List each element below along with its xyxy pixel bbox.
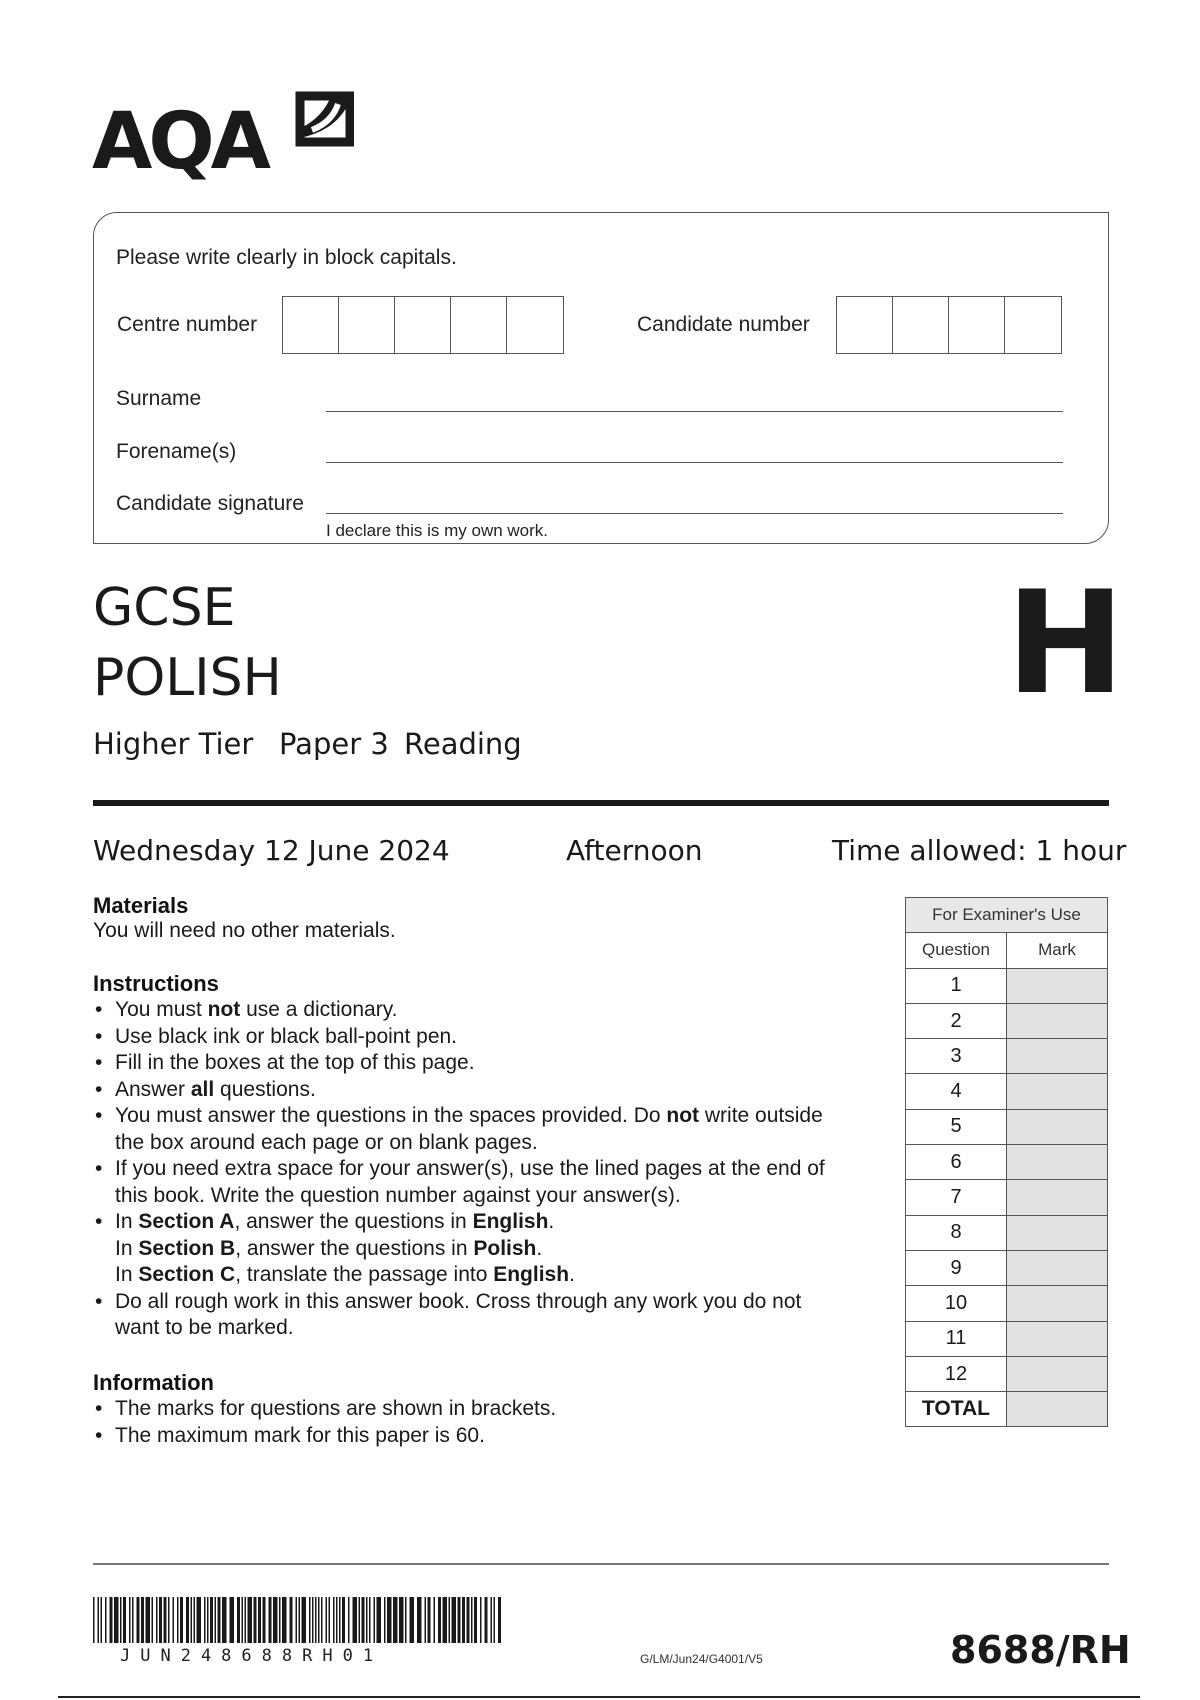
subject-title: POLISH bbox=[93, 648, 282, 708]
barcode-bar bbox=[443, 1597, 448, 1643]
barcode-bar bbox=[129, 1597, 131, 1643]
candidate-number-cell[interactable] bbox=[949, 297, 1005, 353]
barcode-bar bbox=[254, 1597, 257, 1643]
barcode-bar bbox=[114, 1597, 119, 1643]
barcode-bar bbox=[339, 1597, 341, 1643]
barcode-bar bbox=[362, 1597, 365, 1643]
question-column-header: Question bbox=[906, 933, 1007, 968]
surname-field[interactable] bbox=[326, 411, 1063, 412]
component-text: Reading bbox=[404, 727, 522, 761]
time-allowed: Time allowed: 1 hour bbox=[832, 834, 1127, 867]
barcode-bar bbox=[336, 1597, 338, 1643]
mark-cell bbox=[1007, 1321, 1108, 1356]
barcode-bar bbox=[302, 1597, 307, 1643]
barcode-bar bbox=[369, 1597, 371, 1643]
barcode-bar bbox=[353, 1597, 358, 1643]
logo-text: AQA bbox=[92, 97, 268, 187]
list-item: • Answer all questions. bbox=[95, 1077, 316, 1101]
candidate-number-label: Candidate number bbox=[637, 313, 810, 336]
barcode-bar bbox=[197, 1597, 202, 1643]
barcode-bar bbox=[146, 1597, 151, 1643]
instructions-list bbox=[93, 997, 893, 1342]
question-number: 4 bbox=[906, 1074, 1007, 1109]
barcode-bar bbox=[168, 1597, 170, 1643]
list-item-continuation: In Section B, answer the questions in Polish. bbox=[115, 1236, 543, 1260]
barcode-bar bbox=[194, 1597, 196, 1643]
question-number: 1 bbox=[906, 968, 1007, 1003]
barcode-bar bbox=[204, 1597, 206, 1643]
list-item: • Do all rough work in this answer book. Cross through any work you do not bbox=[95, 1289, 802, 1313]
mark-cell bbox=[1007, 1250, 1108, 1285]
barcode-bar bbox=[333, 1597, 335, 1643]
tier-letter: H bbox=[1006, 561, 1125, 726]
barcode-bar bbox=[434, 1597, 436, 1643]
exam-date: Wednesday 12 June 2024 bbox=[93, 834, 450, 867]
question-number: 5 bbox=[906, 1109, 1007, 1144]
centre-number-cell[interactable] bbox=[451, 297, 507, 353]
barcode-bar bbox=[93, 1597, 95, 1643]
barcode-bar bbox=[180, 1597, 183, 1643]
barcode-bar bbox=[222, 1597, 227, 1643]
barcode-bar bbox=[384, 1597, 386, 1643]
list-item: • The maximum mark for this paper is 60. bbox=[95, 1423, 485, 1447]
barcode-bar bbox=[449, 1597, 451, 1643]
barcode-bar bbox=[290, 1597, 293, 1643]
barcode-bar bbox=[393, 1597, 398, 1643]
tier-text: Higher Tier bbox=[93, 727, 254, 761]
forename-label: Forename(s) bbox=[116, 440, 237, 463]
barcode-bar bbox=[258, 1597, 261, 1643]
mark-cell bbox=[1007, 1145, 1108, 1180]
barcode-bar bbox=[137, 1597, 140, 1643]
barcode-bar bbox=[105, 1597, 107, 1643]
barcode-bar bbox=[296, 1597, 298, 1643]
barcode-bar bbox=[215, 1597, 217, 1643]
barcode-bar bbox=[315, 1597, 317, 1643]
information-heading: Information bbox=[93, 1370, 214, 1395]
barcode-bar bbox=[342, 1597, 345, 1643]
barcode-bar bbox=[458, 1597, 461, 1643]
question-number: 7 bbox=[906, 1180, 1007, 1215]
mark-cell bbox=[1007, 1180, 1108, 1215]
barcode-bar bbox=[321, 1597, 323, 1643]
barcode-bar bbox=[417, 1597, 422, 1643]
barcode-bar bbox=[329, 1597, 331, 1643]
barcode-bar bbox=[480, 1597, 482, 1643]
information-list bbox=[93, 1396, 893, 1449]
barcode-bar bbox=[326, 1597, 328, 1643]
mark-cell bbox=[1007, 1003, 1108, 1038]
question-number: 8 bbox=[906, 1215, 1007, 1250]
barcode-bar bbox=[299, 1597, 301, 1643]
question-number: 11 bbox=[906, 1321, 1007, 1356]
footer-divider bbox=[93, 1563, 1109, 1565]
mark-cell bbox=[1007, 1109, 1108, 1144]
barcode-bar bbox=[123, 1597, 126, 1643]
centre-number-cell[interactable] bbox=[507, 297, 563, 353]
signature-label: Candidate signature bbox=[116, 492, 304, 515]
list-item-continuation: this book. Write the question number against your answer(s). bbox=[115, 1183, 681, 1207]
barcode-bar bbox=[248, 1597, 253, 1643]
barcode-bar bbox=[132, 1597, 134, 1643]
barcode-bar bbox=[462, 1597, 465, 1643]
barcode-bar bbox=[230, 1597, 235, 1643]
barcode-bar bbox=[387, 1597, 392, 1643]
centre-number-field[interactable] bbox=[282, 296, 564, 354]
list-item-continuation: the box around each page or on blank pages. bbox=[115, 1130, 538, 1154]
barcode-bar bbox=[218, 1597, 221, 1643]
mark-column-header: Mark bbox=[1007, 933, 1108, 968]
mark-cell bbox=[1007, 1356, 1108, 1391]
barcode-bar bbox=[98, 1597, 100, 1643]
list-item: • Fill in the boxes at the top of this page. bbox=[95, 1051, 475, 1074]
candidate-number-cell[interactable] bbox=[837, 297, 893, 353]
centre-number-label: Centre number bbox=[117, 313, 258, 336]
barcode-bar bbox=[410, 1597, 415, 1643]
paper-text: Paper 3 bbox=[279, 727, 389, 761]
barcode-bar bbox=[312, 1597, 314, 1643]
barcode-bar bbox=[498, 1597, 501, 1643]
list-item-continuation: In Section C, translate the passage into English. bbox=[115, 1263, 575, 1286]
list-item: • Use black ink or black ball-point pen. bbox=[95, 1024, 458, 1048]
barcode-bar bbox=[359, 1597, 361, 1643]
title-divider bbox=[93, 800, 1109, 806]
barcode-bar bbox=[282, 1597, 287, 1643]
list-item: • The marks for questions are shown in brackets. bbox=[95, 1397, 557, 1420]
barcode-bar bbox=[242, 1597, 244, 1643]
list-item: • You must not use a dictionary. bbox=[95, 998, 398, 1021]
barcode-bar bbox=[374, 1597, 376, 1643]
barcode-bar bbox=[110, 1597, 113, 1643]
barcode-bar bbox=[245, 1597, 247, 1643]
surname-label: Surname bbox=[116, 387, 202, 410]
list-item: • You must answer the questions in the spaces provided. Do not write outside bbox=[95, 1104, 823, 1127]
barcode-bar bbox=[152, 1597, 154, 1643]
examiners-use-header: For Examiner's Use bbox=[906, 898, 1108, 933]
barcode-bar bbox=[186, 1597, 189, 1643]
barcode-bar bbox=[366, 1597, 368, 1643]
barcode-text: JUN248688RH01 bbox=[120, 1646, 384, 1666]
barcode-bar bbox=[279, 1597, 281, 1643]
paper-code: 8688/RH bbox=[950, 1628, 1131, 1672]
barcode-bar bbox=[120, 1597, 122, 1643]
list-item: • In Section A, answer the questions in English. bbox=[95, 1210, 555, 1233]
barcode-bar bbox=[177, 1597, 179, 1643]
total-label: TOTAL bbox=[906, 1392, 1007, 1427]
barcode-bar bbox=[159, 1597, 162, 1643]
aqa-logo bbox=[92, 90, 362, 185]
candidate-number-cell[interactable] bbox=[893, 297, 949, 353]
barcode-bar bbox=[156, 1597, 158, 1643]
barcode-bar bbox=[399, 1597, 404, 1643]
barcode-bar bbox=[491, 1597, 493, 1643]
declaration-text: I declare this is my own work. bbox=[326, 521, 549, 540]
mark-cell bbox=[1007, 1286, 1108, 1321]
materials-text: You will need no other materials. bbox=[93, 919, 396, 942]
barcode-bar bbox=[237, 1597, 240, 1643]
barcode-bar bbox=[173, 1597, 175, 1643]
barcode-bar bbox=[467, 1597, 470, 1643]
materials-heading: Materials bbox=[93, 893, 189, 918]
barcode-bar bbox=[377, 1597, 382, 1643]
forename-field[interactable] bbox=[326, 462, 1063, 463]
barcode-bar bbox=[309, 1597, 311, 1643]
exam-session: Afternoon bbox=[566, 834, 703, 867]
candidate-number-field[interactable] bbox=[836, 296, 1062, 354]
logo-mark-icon bbox=[292, 90, 354, 148]
barcode-bar bbox=[485, 1597, 488, 1643]
barcode-bar bbox=[438, 1597, 441, 1643]
barcode-bar bbox=[273, 1597, 278, 1643]
page-bottom-rule bbox=[58, 1696, 1140, 1698]
question-number: 3 bbox=[906, 1039, 1007, 1074]
question-number: 12 bbox=[906, 1356, 1007, 1391]
barcode-bar bbox=[471, 1597, 473, 1643]
block-capitals-instruction: Please write clearly in block capitals. bbox=[116, 246, 457, 269]
barcode-bar bbox=[210, 1597, 213, 1643]
barcode-bar bbox=[191, 1597, 193, 1643]
list-item-continuation: want to be marked. bbox=[115, 1316, 294, 1339]
signature-field[interactable] bbox=[326, 513, 1063, 514]
barcode-bar bbox=[405, 1597, 407, 1643]
mark-cell bbox=[1007, 1215, 1108, 1250]
barcode-bar bbox=[207, 1597, 209, 1643]
list-item: • If you need extra space for your answer(s), use the lined pages at the end of bbox=[95, 1157, 825, 1180]
centre-number-cell[interactable] bbox=[395, 297, 451, 353]
instructions-heading: Instructions bbox=[93, 971, 219, 996]
question-number: 6 bbox=[906, 1145, 1007, 1180]
barcode-bar bbox=[263, 1597, 266, 1643]
centre-number-cell[interactable] bbox=[339, 297, 395, 353]
barcode-bar bbox=[428, 1597, 431, 1643]
candidate-number-cell[interactable] bbox=[1005, 297, 1061, 353]
barcode-bar bbox=[425, 1597, 427, 1643]
barcode-bar bbox=[318, 1597, 320, 1643]
question-number: 2 bbox=[906, 1003, 1007, 1038]
mark-cell bbox=[1007, 968, 1108, 1003]
mark-cell bbox=[1007, 1074, 1108, 1109]
centre-number-cell[interactable] bbox=[283, 297, 339, 353]
barcode-bar bbox=[101, 1597, 103, 1643]
total-mark-cell bbox=[1007, 1392, 1108, 1427]
barcode-bar bbox=[452, 1597, 457, 1643]
barcode-bar bbox=[269, 1597, 272, 1643]
barcode-bar bbox=[164, 1597, 167, 1643]
qualification-title: GCSE bbox=[93, 578, 236, 638]
barcode-bar bbox=[474, 1597, 477, 1643]
barcode-bar bbox=[348, 1597, 350, 1643]
question-number: 10 bbox=[906, 1286, 1007, 1321]
document-reference: G/LM/Jun24/G4001/V5 bbox=[640, 1652, 763, 1666]
barcode-bar bbox=[141, 1597, 144, 1643]
barcode-bar bbox=[494, 1597, 496, 1643]
mark-cell bbox=[1007, 1039, 1108, 1074]
question-number: 9 bbox=[906, 1250, 1007, 1285]
examiners-use-table bbox=[905, 897, 1108, 1427]
